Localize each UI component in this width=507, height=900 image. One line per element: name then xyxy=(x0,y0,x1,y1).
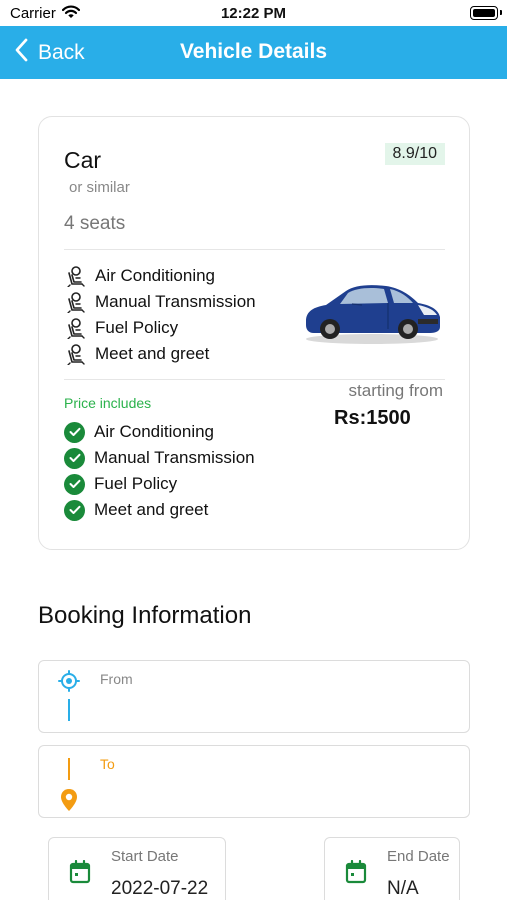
map-pin-icon xyxy=(59,788,79,817)
check-circle-icon xyxy=(64,474,85,495)
price-value: Rs:1500 xyxy=(334,407,411,429)
price-includes-label: Price includes xyxy=(64,395,152,411)
feature-item xyxy=(64,289,256,315)
from-connector-line xyxy=(68,699,70,721)
seat-icon xyxy=(64,291,86,313)
feature-item xyxy=(64,315,256,341)
from-field[interactable] xyxy=(38,660,470,733)
vehicle-name: Car xyxy=(64,147,102,173)
vehicle-card[interactable] xyxy=(38,116,470,550)
seat-icon xyxy=(64,317,86,339)
include-label: Air Conditioning xyxy=(94,422,215,441)
check-circle-icon xyxy=(64,422,85,443)
booking-title: Booking Information xyxy=(38,602,252,629)
include-item xyxy=(64,497,255,523)
include-label: Manual Transmission xyxy=(94,448,255,467)
feature-label: Fuel Policy xyxy=(95,318,179,337)
from-label: From xyxy=(100,671,133,687)
include-item xyxy=(64,419,255,445)
start-date-field[interactable] xyxy=(48,837,226,900)
feature-label: Manual Transmission xyxy=(95,292,256,311)
end-date-label: End Date xyxy=(387,848,450,865)
end-date-value: N/A xyxy=(387,878,419,899)
include-label: Fuel Policy xyxy=(94,474,178,493)
back-label: Back xyxy=(38,41,85,64)
include-label: Meet and greet xyxy=(94,500,209,519)
check-circle-icon xyxy=(64,500,85,521)
carrier-label: Carrier xyxy=(10,5,56,22)
status-time: 12:22 PM xyxy=(220,5,287,22)
nav-bar xyxy=(0,26,507,79)
seat-icon xyxy=(64,265,86,287)
page-title: Vehicle Details xyxy=(179,40,328,63)
check-circle-icon xyxy=(64,448,85,469)
starting-from-label: starting from xyxy=(348,381,443,400)
calendar-icon xyxy=(345,860,367,889)
feature-label: Meet and greet xyxy=(95,344,210,363)
feature-label: Air Conditioning xyxy=(95,266,216,285)
start-date-label: Start Date xyxy=(111,848,179,865)
vehicle-seats: 4 seats xyxy=(64,213,126,234)
car-image xyxy=(300,275,444,347)
includes-list xyxy=(64,419,255,523)
include-item xyxy=(64,471,255,497)
end-date-field[interactable] xyxy=(324,837,460,900)
seat-icon xyxy=(64,343,86,365)
location-crosshair-icon xyxy=(58,670,80,697)
feature-item xyxy=(64,341,256,367)
card-divider xyxy=(64,379,445,380)
to-field[interactable] xyxy=(38,745,470,818)
vehicle-similar: or similar xyxy=(69,179,130,196)
feature-item xyxy=(64,263,256,289)
to-connector-line xyxy=(68,758,70,780)
include-item xyxy=(64,445,255,471)
calendar-icon xyxy=(69,860,91,889)
status-bar xyxy=(0,0,507,26)
to-label: To xyxy=(100,756,115,772)
battery-icon xyxy=(470,6,498,20)
start-date-value: 2022-07-22 xyxy=(111,878,209,899)
card-divider xyxy=(64,249,445,250)
rating-badge: 8.9/10 xyxy=(385,143,445,165)
feature-list xyxy=(64,263,256,367)
